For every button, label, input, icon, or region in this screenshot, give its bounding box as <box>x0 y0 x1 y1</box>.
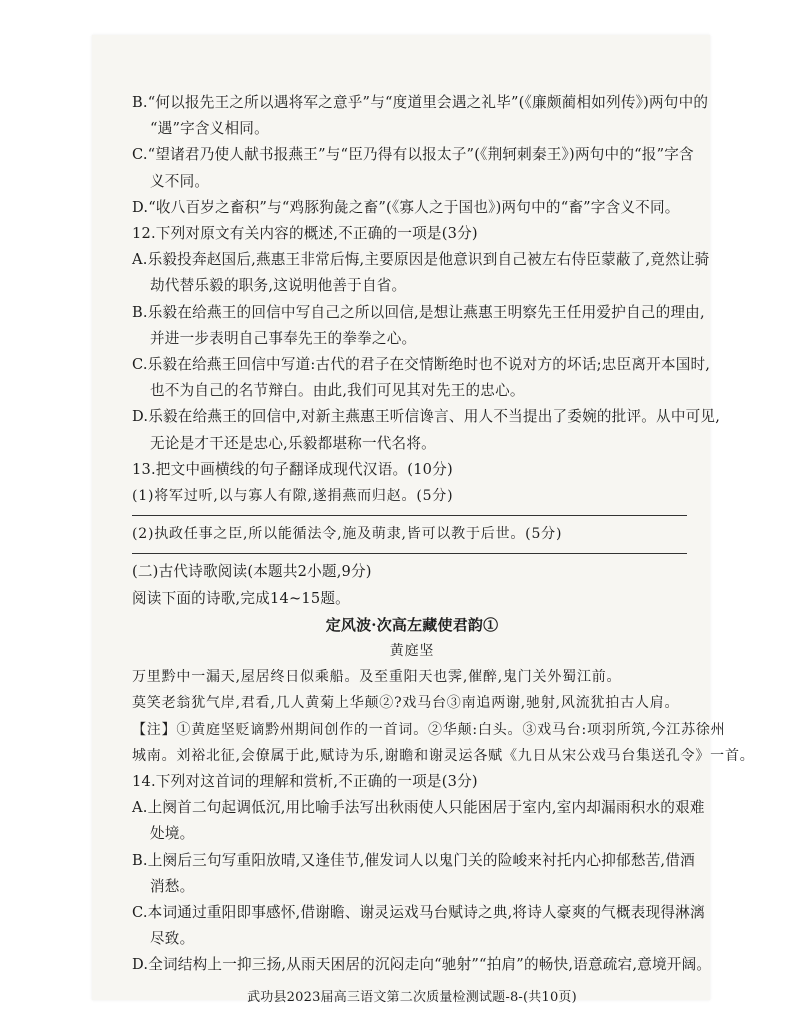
q14-option-b-line2: 消愁。 <box>150 877 195 895</box>
q14-option-d-line1: D.全词结构上一抑三扬,从雨天困居的沉闷走向“驰射”“拍肩”的畅快,语意疏宕,意境开阔。 <box>132 956 712 974</box>
section-heading: (二)古代诗歌阅读(本题共2小题,9分) <box>132 563 372 581</box>
q14-option-a-line2: 处境。 <box>150 825 195 843</box>
q14-option-c-line1: C.本词通过重阳即事感怀,借谢瞻、谢灵运戏马台赋诗之典,将诗人豪爽的气概表现得淋漓 <box>132 904 705 921</box>
section-instruction: 阅读下面的诗歌,完成14~15题。 <box>132 589 350 607</box>
poem-author: 黄庭坚 <box>389 643 435 659</box>
q12-option-a-line1: A.乐毅投奔赵国后,燕惠王非常后悔,主要原因是他意识到自己被左右侍臣蒙蔽了,竟然让骑 <box>132 251 710 269</box>
exam-page <box>92 35 755 1005</box>
q12-option-c-line2: 也不为自己的名节辩白。由此,我们可见其对先王的忠心。 <box>150 382 525 400</box>
q14-option-b-line1: B.上阕后三句写重阳放晴,又逢佳节,催发词人以鬼门关的险峻来衬托内心抑郁愁苦,借酒 <box>132 851 695 869</box>
q14-option-a-line1: A.上阕首二句起调低沉,用比喻手法写出秋雨使人只能困居于室内,室内却漏雨积水的艰难 <box>132 799 705 817</box>
q12-stem: 12.下列对原文有关内容的概述,不正确的一项是(3分) <box>132 225 478 242</box>
poem-line-1: 万里黔中一漏天,屋居终日似乘船。及至重阳天也霁,催醉,鬼门关外蜀江前。 <box>132 669 622 686</box>
q13-stem: 13.把文中画横线的句子翻译成现代汉语。(10分) <box>132 460 453 478</box>
q11-option-b-line1: B.“何以报先王之所以遇将军之意乎”与“度道里会遇之礼毕”(《廉颇蔺相如列传》)两句中的 <box>132 94 709 111</box>
q11-option-c-line2: 义不同。 <box>150 172 210 190</box>
q12-option-d-line1: D.乐毅在给燕王的回信中,对新主燕惠王听信谗言、用人不当提出了委婉的批评。从中可见, <box>132 408 721 426</box>
q12-option-b-line1: B.乐毅在给燕王的回信中写自己之所以回信,是想让燕惠王明察先王任用爱护自己的理由, <box>132 303 705 321</box>
page-footer: 武功县2023届高三语文第二次质量检测试题-8-(共10页) <box>247 989 577 1005</box>
q11-option-d-line1: D.“收八百岁之畜积”与“鸡豚狗彘之畜”(《寡人之于国也》)两句中的“畜”字含义不同。 <box>132 198 680 216</box>
answer-line-2 <box>132 553 687 554</box>
q14-stem: 14.下列对这首词的理解和赏析,不正确的一项是(3分) <box>132 773 478 790</box>
poem-title: 定风波·次高左藏使君韵① <box>325 615 499 634</box>
q12-option-c-line1: C.乐毅在给燕王回信中写道:古代的君子在交情断绝时也不说对方的坏话;忠臣离开本国时, <box>132 356 711 373</box>
note-line-2: 城南。刘裕北征,会僚属于此,赋诗为乐,谢瞻和谢灵运各赋《九日从宋公戏马台集送孔令》一首。 <box>132 747 755 764</box>
q13-sentence-2: (2)执政任事之臣,所以能循法令,施及萌隶,皆可以教于后世。(5分) <box>132 526 563 543</box>
q12-option-a-line2: 劫代替乐毅的职务,这说明他善于自省。 <box>150 277 407 295</box>
q11-option-b-line2: “遇”字含义相同。 <box>150 120 269 138</box>
q11-option-c-line1: C.“望诸君乃使人献书报燕王”与“臣乃得有以报太子”(《荆轲刺秦王》)两句中的“报”字含 <box>132 146 694 164</box>
answer-line-1 <box>132 515 687 516</box>
q12-option-b-line2: 并进一步表明自己事奉先王的拳拳之心。 <box>150 329 417 347</box>
q13-sentence-1: (1)将军过听,以与寡人有隙,遂捐燕而归赵。(5分) <box>132 488 454 504</box>
note-line-1: 【注】①黄庭坚贬谪黔州期间创作的一首词。②华颠:白头。③戏马台:项羽所筑,今江苏徐州 <box>132 721 726 738</box>
q12-option-d-line2: 无论是才干还是忠心,乐毅都堪称一代名将。 <box>150 434 436 452</box>
poem-line-2: 莫笑老翁犹气岸,君看,几人黄菊上华颠②?戏马台③南追两谢,驰射,风流犹拍古人肩。 <box>132 695 680 712</box>
q14-option-c-line2: 尽致。 <box>150 930 195 948</box>
